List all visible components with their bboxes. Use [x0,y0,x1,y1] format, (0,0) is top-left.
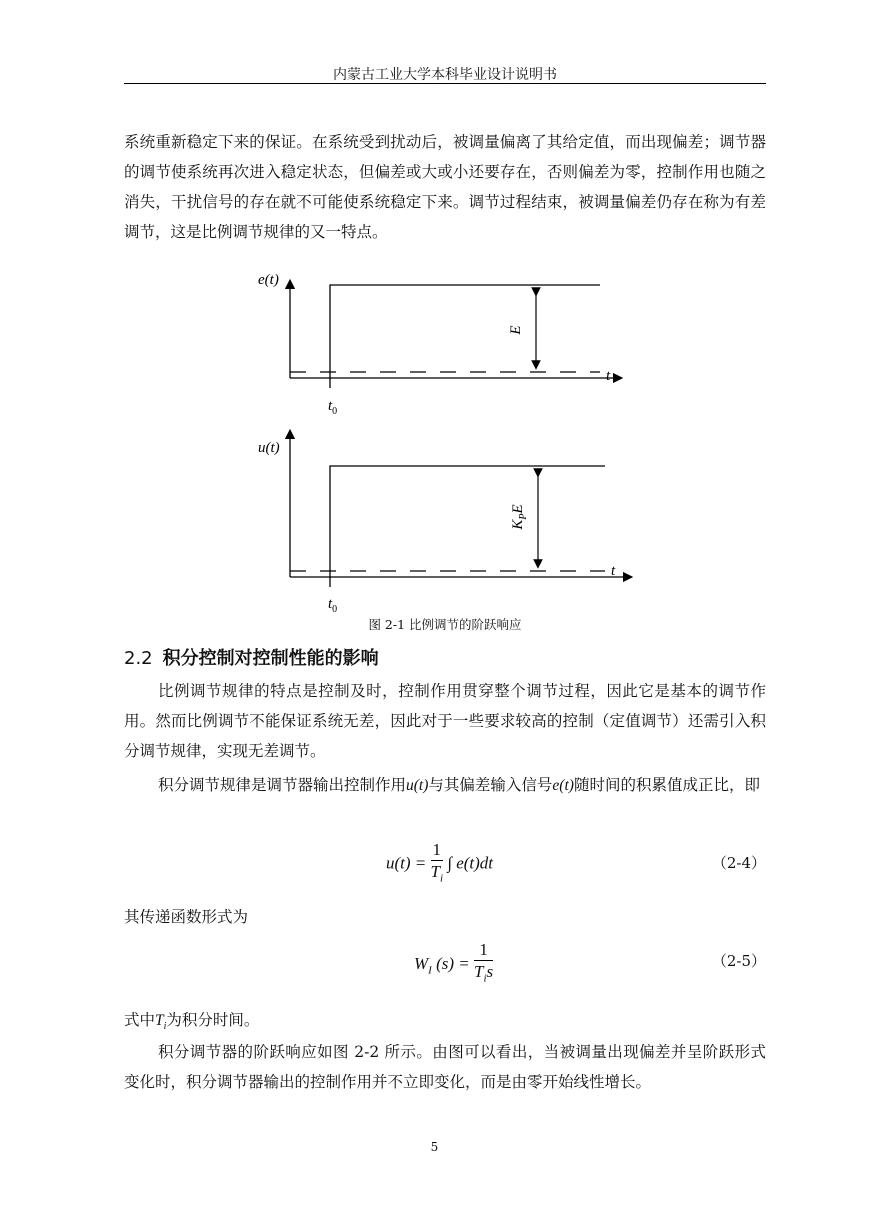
x-label-t: t [611,563,616,579]
y-label-u: u(t) [258,440,280,456]
step-output [330,466,605,571]
fraction: $\frac{1}{T_i}$ [430,840,444,885]
tick-label-t0: $t_0$ [328,398,338,417]
step-response-figure [250,262,650,617]
inline-e-t: e(t) [552,777,574,794]
plot-u-t [258,434,628,615]
paragraph-2: 比例调节规律的特点是控制及时，控制作用贯穿整个调节过程，因此它是基本的调节作用。然而比例调节不能保证系统无差，因此对于一些要求较高的控制（定值调节）还需引入积分调节规律，实现无差调节。 [124,682,766,760]
page-header: 内蒙古工业大学本科毕业设计说明书 [333,67,557,83]
equation-number-2-4: （2-4） [711,854,766,872]
amplitude-label-E: E [508,325,524,335]
tick-label-t0: $t_0$ [328,596,338,615]
page-number: 5 [430,1140,439,1154]
step-signal [330,285,600,372]
equation-2-4: u(t) = $\frac{1}{T_i}$ ∫ e(t)dt [386,840,493,889]
section-title: 积分控制对控制性能的影响 [162,648,379,669]
header-rule [124,83,766,84]
equation-number-2-5: （2-5） [711,952,766,970]
paragraph-4: 其传递函数形式为 [124,908,249,926]
paragraph-5: 式中$T_i$为积分时间。 [124,1011,260,1033]
inline-Ti: $T_i$ [155,1012,167,1033]
equation-2-5: $W_I$ (s) = $\frac{1}{T_is}$ [414,940,493,989]
paragraph-6: 积分调节器的阶跃响应如图 2-2 所示。由图可以看出，当被调量出现偏差并呈阶跃形式变化时，积分调节器输出的控制作用并不立即变化，而是由零开始线性增长。 [124,1043,766,1091]
section-number: 2.2 [124,648,153,669]
paragraph-1: 系统重新稳定下来的保证。在系统受到扰动后，被调量偏离了其给定值，而出现偏差；调节器的调节使系统再次进入稳定状态，但偏差或大或小还要存在，否则偏差为零，控制作用也随之消失，干扰信号的存在就不可能使系统稳定下来。调节过程结束，被调量偏差仍存在称为有差调节，这是比例调节规律的又一特点。 [124,133,766,241]
x-label-t: t [606,368,611,384]
section-heading [124,644,379,670]
inline-u-t: u(t) [406,777,429,794]
fraction: $\frac{1}{T_is}$ [474,940,494,985]
amplitude-label-KpE: $K_PE$ [510,504,529,530]
plot-e-t [258,272,618,417]
paragraph-3: 积分调节规律是调节器输出控制作用u(t)与其偏差输入信号e(t)随时间的积累值成正比，即 [158,776,760,794]
y-label-e: e(t) [258,272,279,288]
figure-caption: 图 2-1 比例调节的阶跃响应 [368,617,522,632]
